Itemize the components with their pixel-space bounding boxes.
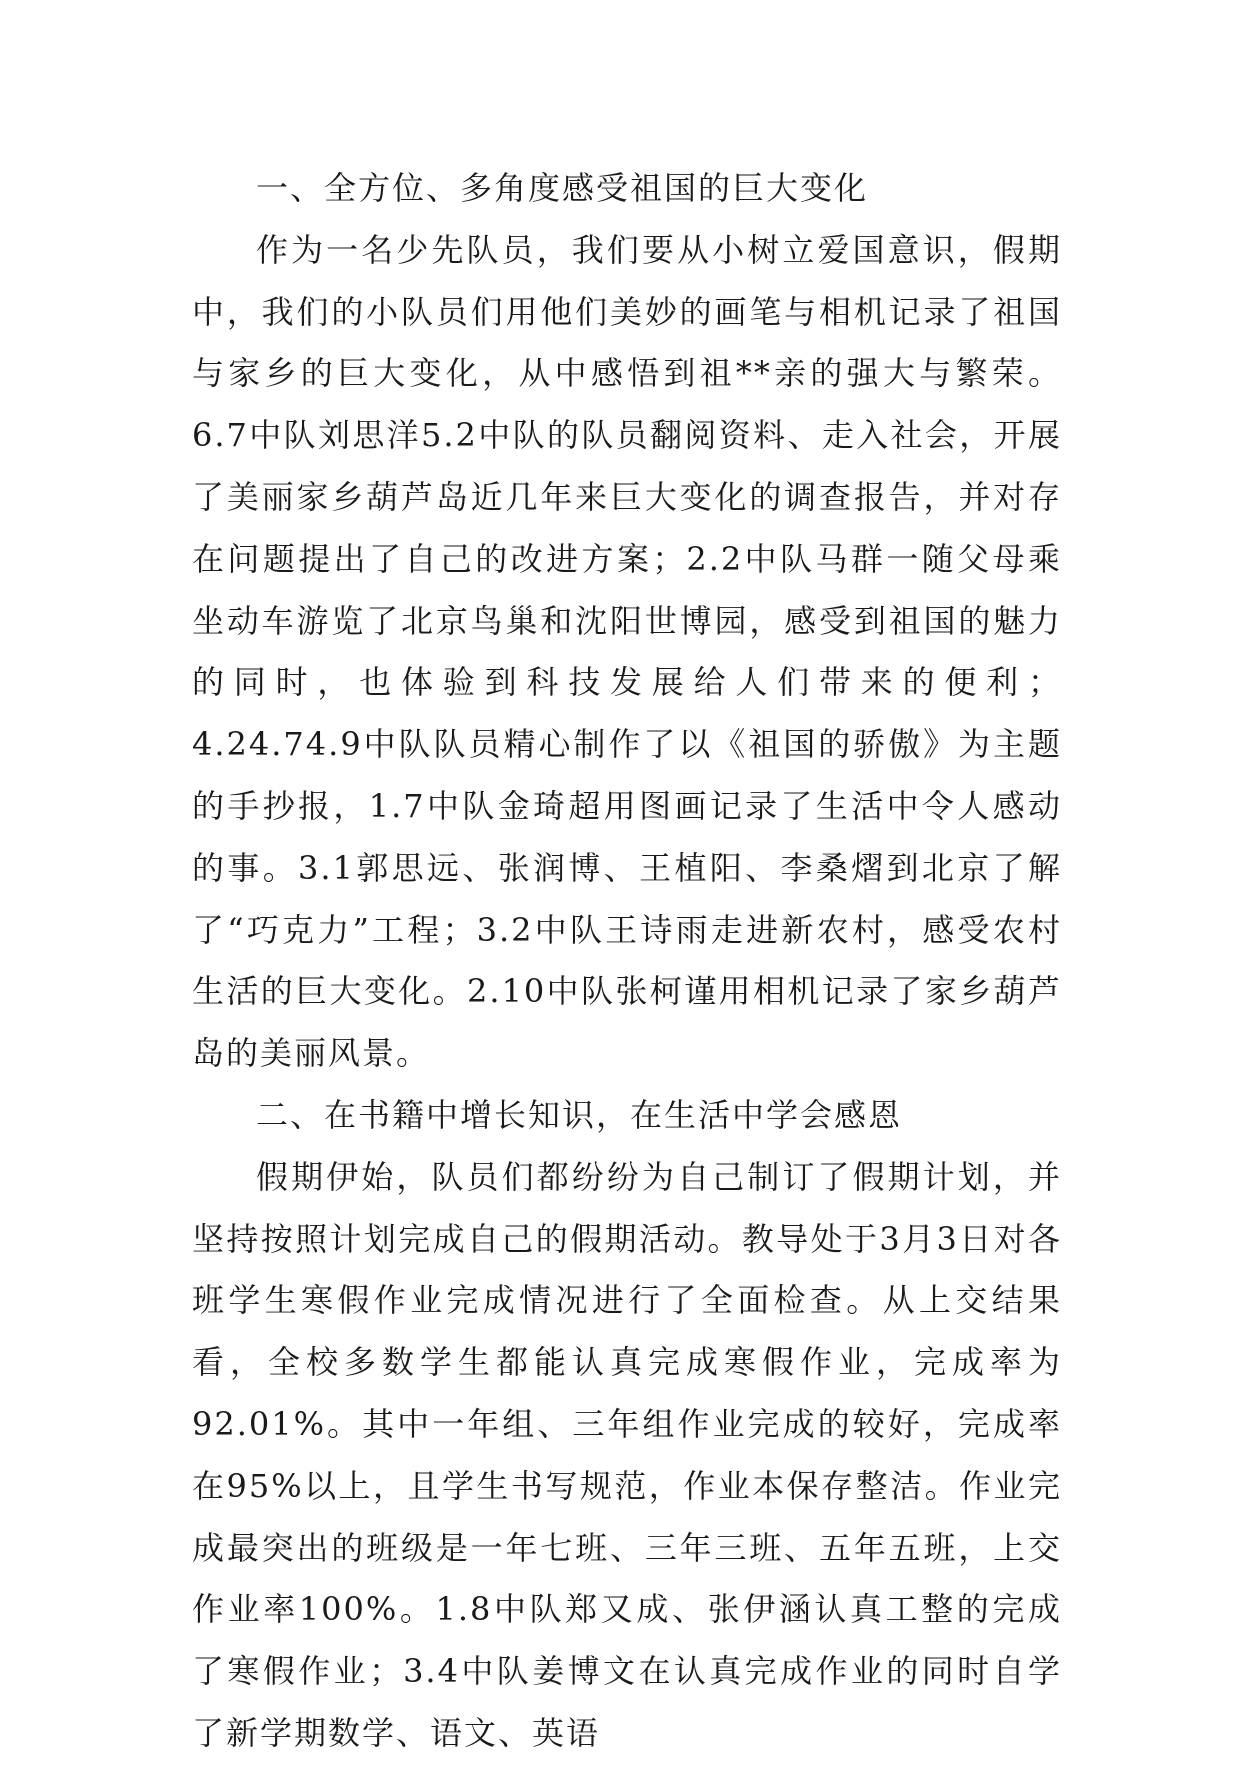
paragraph-2: 假期伊始，队员们都纷纷为自己制订了假期计划，并坚持按照计划完成自己的假期活动。教导处于3月3日对各班学生寒假作业完成情况进行了全面检查。从上交结果看，全校多数学生都能认真完成寒假作业，完成率为92.01%。其中一年组、三年组作业完成的较好，完成率在95%以上，且学生书写规范，作业本保存整洁。作业完成最突出的班级是一年七班、三年三班、五年五班，上交作业率100%。1.8中队郑又成、张伊涵认真工整的完成了寒假作业；3.4中队姜博文在认真完成作业的同时自学了新学期数学、语文、英语 bbox=[192, 1157, 1062, 1752]
document-body bbox=[192, 158, 1062, 1765]
section-heading-2: 二、在书籍中增长知识，在生活中学会感恩 bbox=[256, 1095, 903, 1134]
section-heading-1: 一、全方位、多角度感受祖国的巨大变化 bbox=[256, 169, 869, 207]
paragraph-1: 作为一名少先队员，我们要从小树立爱国意识，假期中，我们的小队员们用他们美妙的画笔与相机记录了祖国与家乡的巨大变化，从中感悟到祖**亲的强大与繁荣。6.7中队刘思洋5.2中队的队员翻阅资料、走入社会，开展了美丽家乡葫芦岛近几年来巨大变化的调查报告，并对存在问题提出了自己的改进方案；2.2中队马群一随父母乘坐动车游览了北京鸟巢和沈阳世博园，感受到祖国的魅力的同时，也体验到科技发展给人们带来的便利；4.24.74.9中队队员精心制作了以《祖国的骄傲》为主题的手抄报，1.7中队金琦超用图画记录了生活中令人感动的事。3.1郭思远、张润博、王植阳、李桑熠到北京了解了“巧克力”工程；3.2中队王诗雨走进新农村，感受农村生活的巨大变化。2.10中队张柯谨用相机记录了家乡葫芦岛的美丽风景。 bbox=[192, 230, 1062, 1073]
